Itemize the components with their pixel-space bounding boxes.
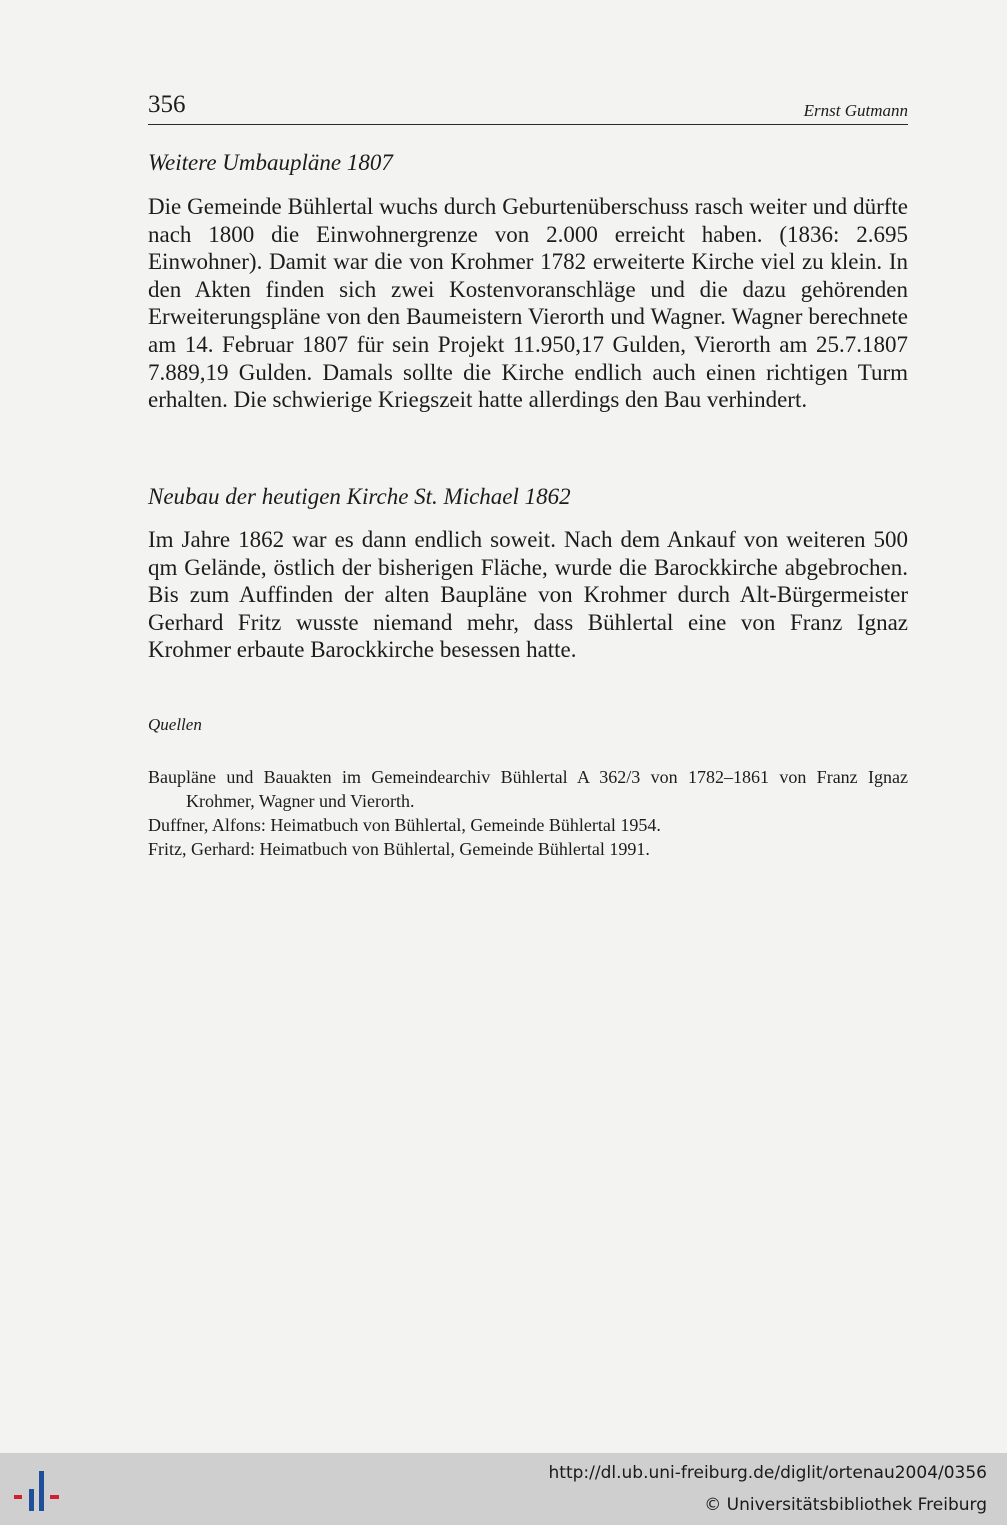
footer-url-link[interactable]: http://dl.ub.uni-freiburg.de/diglit/ortenau2004/0356 — [548, 1463, 987, 1483]
running-author: Ernst Gutmann — [803, 101, 908, 120]
section-heading-neubau: Neubau der heutigen Kirche St. Michael 1862 — [148, 484, 571, 509]
page-number: 356 — [148, 91, 186, 118]
section-heading-umbauplaene: Weitere Umbaupläne 1807 — [148, 150, 393, 175]
running-header — [148, 88, 908, 125]
section-text-umbauplaene: Die Gemeinde Bühlertal wuchs durch Geburtenüberschuss rasch weiter und dürfte nach 1800 die Einwohnergrenze von 2.000 erreicht haben. (1836: 2.695 Einwohner). Damit war die von Krohmer 1782 erweiterte Kirche viel zu klein. In den Akten finden sich zwei Kostenvoranschläge und die dazu gehörenden Erweiterungspläne von den Baumeistern Vierorth und Wagner. Wagner berechnete am 14. Februar 1807 für sein Projekt 11.950,17 Gulden, Vierorth am 25.7.1807 7.889,19 Gulden. Damals sollte die Kirche endlich auch einen richtigen Turm erhalten. Die schwierige Kriegszeit hatte allerdings den Bau verhindert. — [148, 194, 908, 413]
footer-bar — [0, 1453, 1007, 1525]
source-item: Baupläne und Bauakten im Gemeindearchiv Bühlertal A 362/3 von 1782–1861 von Franz Ignaz Krohmer, Wagner und Vierorth. — [148, 767, 908, 811]
source-item: Fritz, Gerhard: Heimatbuch von Bühlertal, Gemeinde Bühlertal 1991. — [148, 839, 650, 859]
footer-copyright: © Universitätsbibliothek Freiburg — [704, 1495, 987, 1515]
section-text-neubau: Im Jahre 1862 war es dann endlich soweit. Nach dem Ankauf von weiteren 500 qm Gelände, östlich der bisherigen Fläche, wurde die Barockkirche abgebrochen. Bis zum Auffinden der alten Baupläne von Krohmer durch Alt-Bürgermeister Gerhard Fritz wusste niemand mehr, dass Bühlertal eine von Franz Ignaz Krohmer erbaute Barockkirche besessen hatte. — [148, 527, 908, 663]
sources-heading: Quellen — [148, 715, 202, 734]
ub-freiburg-logo-icon — [12, 1463, 64, 1519]
source-item: Duffner, Alfons: Heimatbuch von Bühlertal, Gemeinde Bühlertal 1954. — [148, 815, 661, 835]
sources-list — [148, 765, 908, 861]
